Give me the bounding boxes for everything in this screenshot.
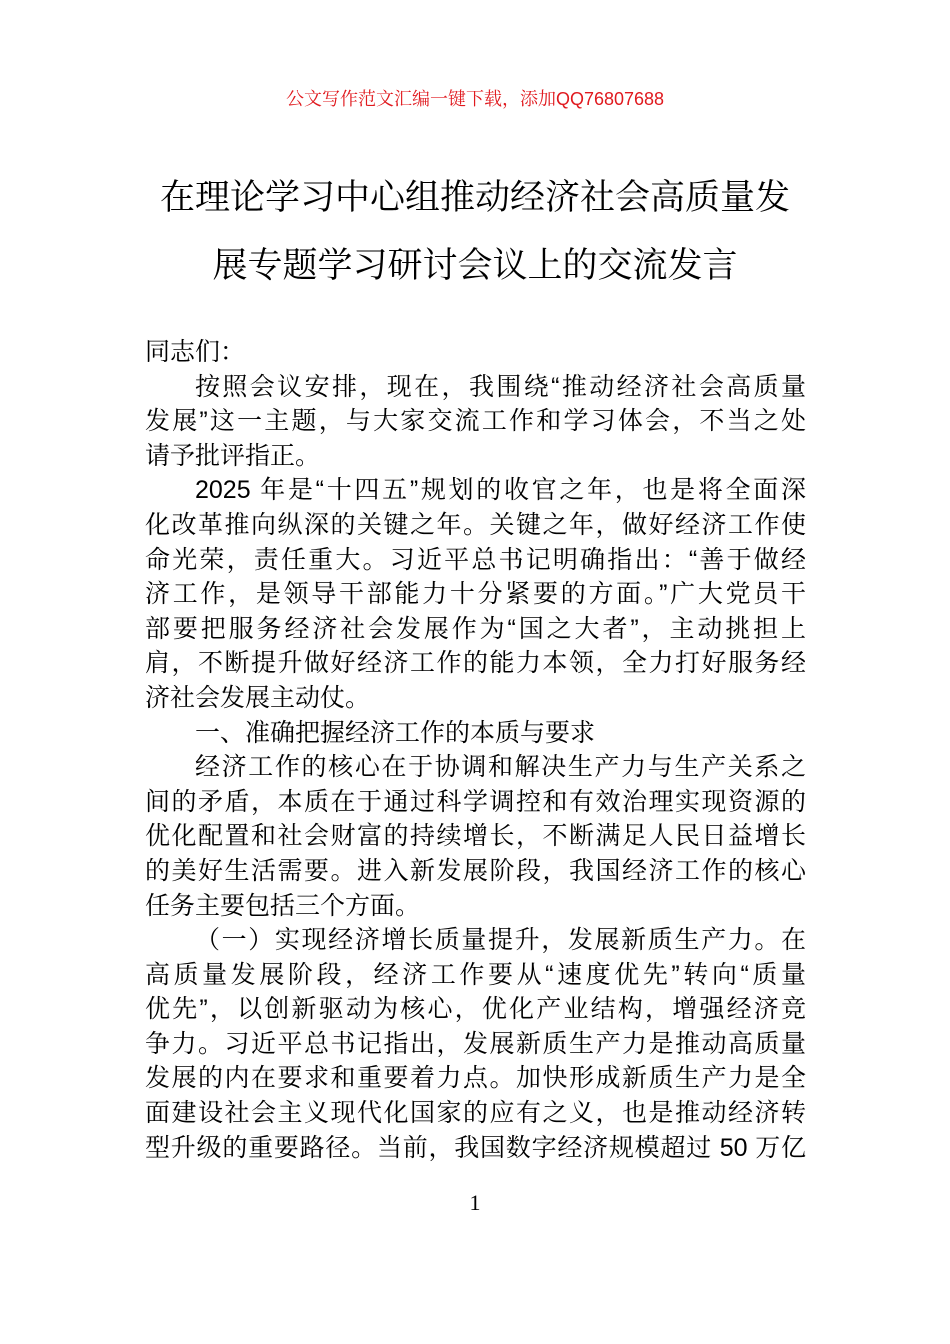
text-line: 济工作，是领导干部能力十分紧要的方面。”广大党员干 (145, 580, 806, 609)
text-line: 命光荣，责任重大。习近平总书记明确指出：“善于做经 (145, 545, 806, 574)
paragraph (145, 370, 806, 474)
text-line: （一）实现经济增长质量提升，发展新质生产力。在 (195, 926, 806, 955)
text-line: 按照会议安排，现在，我围绕“推动经济社会高质量 (195, 372, 806, 401)
paragraph (145, 473, 806, 715)
paragraph (145, 750, 806, 923)
text-line: 济社会发展主动仗。 (145, 683, 371, 712)
document-title-line-2: 展专题学习研讨会议上的交流发言 (212, 246, 738, 285)
text-line: 任务主要包括三个方面。 (145, 891, 421, 920)
text-line: 经济工作的核心在于协调和解决生产力与生产关系之 (195, 753, 806, 782)
text-line: 型升级的重要路径。当前，我国数字经济规模超过 50 万亿 (145, 1133, 806, 1162)
text-line: 优先”，以创新驱动为核心，优化产业结构，增强经济竞 (145, 995, 806, 1024)
text-line: 争力。习近平总书记指出，发展新质生产力是推动高质量 (145, 1029, 806, 1058)
text-line: 的美好生活需要。进入新发展阶段，我国经济工作的核心 (145, 856, 806, 885)
text-line: 一、准确把握经济工作的本质与要求 (195, 718, 596, 747)
text-line: 间的矛盾，本质在于通过科学调控和有效治理实现资源的 (145, 787, 806, 816)
text-line: 高质量发展阶段，经济工作要从“速度优先”转向“质量 (145, 960, 806, 989)
text-line: 发展”这一主题，与大家交流工作和学习体会，不当之处 (145, 407, 806, 436)
promo-header: 公文写作范文汇编一键下载，添加QQ76807688 (285, 89, 665, 109)
text-line: 化改革推向纵深的关键之年。关键之年，做好经济工作使 (145, 510, 806, 539)
text-line: 优化配置和社会财富的持续增长，不断满足人民日益增长 (145, 822, 806, 851)
text-line: 同志们： (145, 338, 246, 366)
text-line: 肩，不断提升做好经济工作的能力本领，全力打好服务经 (145, 649, 806, 678)
paragraph (145, 716, 806, 751)
document-body (145, 335, 806, 1165)
text-line: 请予批评指正。 (145, 441, 321, 470)
text-line: 部要把服务经济社会发展作为“国之大者”，主动挑担上 (145, 614, 806, 643)
page-number: 1 (469, 1190, 481, 1215)
paragraph (145, 335, 806, 370)
document-title-line-1: 在理论学习中心组推动经济社会高质量发 (159, 178, 790, 217)
text-line: 发展的内在要求和重要着力点。加快形成新质生产力是全 (145, 1064, 806, 1093)
paragraph (145, 923, 806, 1165)
text-line: 面建设社会主义现代化国家的应有之义，也是推动经济转 (145, 1099, 806, 1128)
text-line: 2025 年是“十四五”规划的收官之年，也是将全面深 (195, 476, 806, 505)
